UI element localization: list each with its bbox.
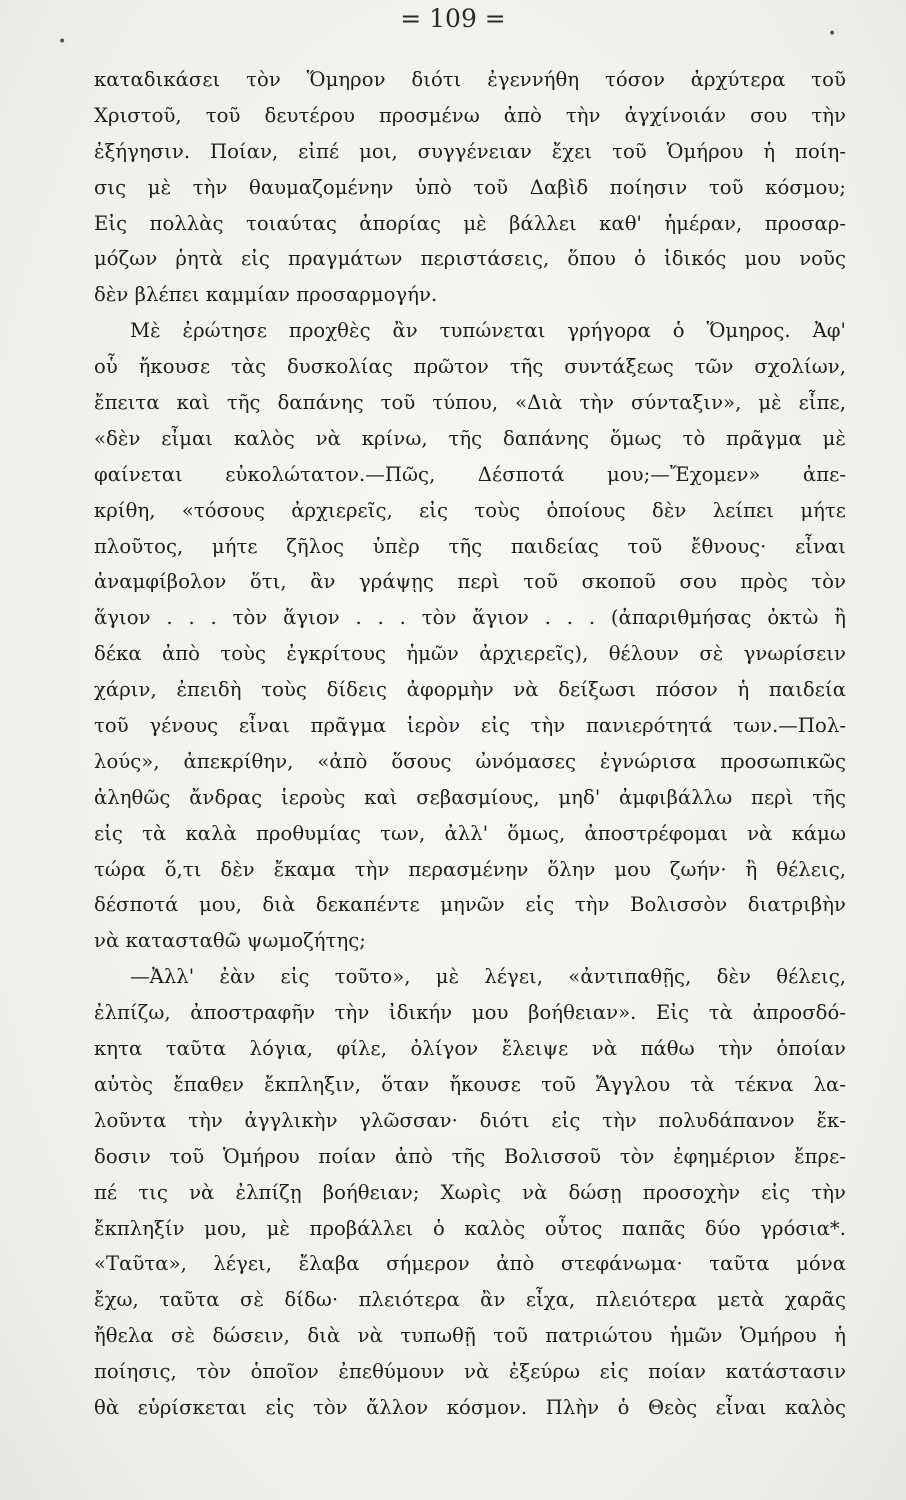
text-line: φαίνεται εὐκολώτατον.—Πῶς, Δέσποτά μου;—Ἔχομεν» ἀπε- (94, 462, 846, 486)
text-line: ἀναμφίβολον ὅτι, ἂν γράψῃς περὶ τοῦ σκοποῦ σου πρὸς τὸν (94, 570, 846, 594)
text-line: —Ἀλλ' ἐὰν εἰς τοῦτο», μὲ λέγει, «ἀντιπαθῇς, δὲν θέλεις, (130, 965, 846, 989)
text-line: «Ταῦτα», λέγει, ἔλαβα σήμερον ἀπὸ στεφάνωμα· ταῦτα μόνα (94, 1252, 846, 1276)
text-line: ἀληθῶς ἄνδρας ἱεροὺς καὶ σεβασμίους, μηδ' ἀμφιβάλλω περὶ τῆς (94, 785, 846, 809)
text-line: αὐτὸς ἔπαθεν ἔκπληξιν, ὅταν ἤκουσε τοῦ Ἄγγλου τὰ τέκνα λα- (94, 1072, 846, 1096)
text-line: νὰ κατασταθῶ ψωμοζήτης; (94, 929, 366, 953)
text-line: Εἰς πολλὰς τοιαύτας ἀπορίας μὲ βάλλει καθ' ἡμέραν, προσαρ- (94, 211, 846, 235)
text-line: σις μὲ τὴν θαυμαζομένην ὑπὸ τοῦ Δαβὶδ ποίησιν τοῦ κόσμου; (94, 175, 846, 199)
text-line: λούς», ἀπεκρίθην, «ἀπὸ ὅσους ὠνόμασες ἐγνώρισα προσωπικῶς (94, 749, 846, 773)
text-line: χάριν, ἐπειδὴ τοὺς δίδεις ἀφορμὴν νὰ δείξωσι πόσον ἡ παιδεία (94, 678, 846, 702)
margin-dot-left: • (58, 34, 67, 50)
body-text (94, 62, 846, 1426)
text-line: θὰ εὑρίσκεται εἰς τὸν ἄλλον κόσμον. Πλὴν ὁ Θεὸς εἶναι καλὸς (94, 1395, 846, 1419)
text-line: πέ τις νὰ ἐλπίζῃ βοήθειαν; Χωρὶς νὰ δώσῃ προσοχὴν εἰς τὴν (94, 1180, 846, 1204)
text-line: ἔκπληξίν μου, μὲ προβάλλει ὁ καλὸς οὗτος παπᾶς δύο γρόσια*. (94, 1216, 846, 1240)
text-line: ποίησις, τὸν ὁποῖον ἐπεθύμουν νὰ ἐξεύρω εἰς ποίαν κατάστασιν (94, 1360, 846, 1384)
text-line: δοσιν τοῦ Ὁμήρου ποίαν ἀπὸ τῆς Βολισσοῦ τὸν ἐφημέριον ἔπρε- (94, 1144, 846, 1168)
text-line: κρίθη, «τόσους ἀρχιερεῖς, εἰς τοὺς ὁποίους δὲν λείπει μήτε (94, 498, 846, 522)
text-line: οὗ ἤκουσε τὰς δυσκολίας πρῶτον τῆς συντάξεως τῶν σχολίων, (94, 355, 846, 379)
page-number-header: = 109 = (400, 4, 506, 33)
text-line: τώρα ὅ,τι δὲν ἔκαμα τὴν περασμένην ὅλην μου ζωήν· ἢ θέλεις, (94, 857, 846, 881)
text-line: ἤθελα σὲ δώσειν, διὰ νὰ τυπωθῇ τοῦ πατριώτου ἡμῶν Ὁμήρου ἡ (94, 1324, 846, 1348)
text-line: ἐλπίζω, ἀποστραφῆν τὴν ἰδικήν μου βοήθειαν». Εἰς τὰ ἀπροσδό- (94, 1001, 846, 1025)
text-line: ἅγιον . . . τὸν ἅγιον . . . τὸν ἅγιον . . . (ἀπαριθμήσας ὀκτὼ ἢ (94, 606, 846, 630)
text-line: καταδικάσει τὸν Ὅμηρον διότι ἐγεννήθη τόσον ἀρχύτερα τοῦ (94, 68, 846, 91)
text-line: ἔπειτα καὶ τῆς δαπάνης τοῦ τύπου, «Διὰ τὴν σύνταξιν», μὲ εἶπε, (94, 391, 846, 415)
text-line: «δὲν εἶμαι καλὸς νὰ κρίνω, τῆς δαπάνης ὅμως τὸ πρᾶγμα μὲ (94, 426, 846, 450)
text-line: λοῦντα τὴν ἀγγλικὴν γλῶσσαν· διότι εἰς τὴν πολυδάπανον ἔκ- (94, 1108, 846, 1132)
text-line: ἔχω, ταῦτα σὲ δίδω· πλειότερα ἂν εἶχα, πλειότερα μετὰ χαρᾶς (94, 1288, 846, 1312)
text-line: δέσποτά μου, διὰ δεκαπέντε μηνῶν εἰς τὴν Βολισσὸν διατριβὴν (94, 893, 846, 917)
text-line: ἐξήγησιν. Ποίαν, εἰπέ μοι, συγγένειαν ἔχει τοῦ Ὁμήρου ἡ ποίη- (94, 139, 846, 163)
text-line: τοῦ γένους εἶναι πρᾶγμα ἱερὸν εἰς τὴν πανιερότητά των.—Πολ- (94, 714, 846, 738)
text-line: δὲν βλέπει καμμίαν προσαρμογήν. (94, 283, 438, 307)
text-line: πλοῦτος, μήτε ζῆλος ὑπὲρ τῆς παιδείας τοῦ ἔθνους· εἶναι (94, 534, 846, 558)
text-line: δέκα ἀπὸ τοὺς ἐγκρίτους ἡμῶν ἀρχιερεῖς), θέλουν σὲ γνωρίσειν (94, 642, 846, 666)
text-line: κητα ταῦτα λόγια, φίλε, ὀλίγον ἔλειψε νὰ πάθω τὴν ὁποίαν (94, 1037, 846, 1061)
text-line: Χριστοῦ, τοῦ δευτέρου προσμένω ἀπὸ τὴν ἀγχίνοιάν σου τὴν (94, 103, 846, 127)
text-line: Μὲ ἐρώτησε προχθὲς ἂν τυπώνεται γρήγορα ὁ Ὅμηρος. Ἀφ' (130, 319, 846, 343)
text-line: μόζων ῥητὰ εἰς πραγμάτων περιστάσεις, ὅπου ὁ ἰδικός μου νοῦς (94, 247, 846, 271)
text-line: εἰς τὰ καλὰ προθυμίας των, ἀλλ' ὅμως, ἀποστρέφομαι νὰ κάμω (94, 821, 846, 845)
margin-dot-right: • (828, 26, 837, 42)
